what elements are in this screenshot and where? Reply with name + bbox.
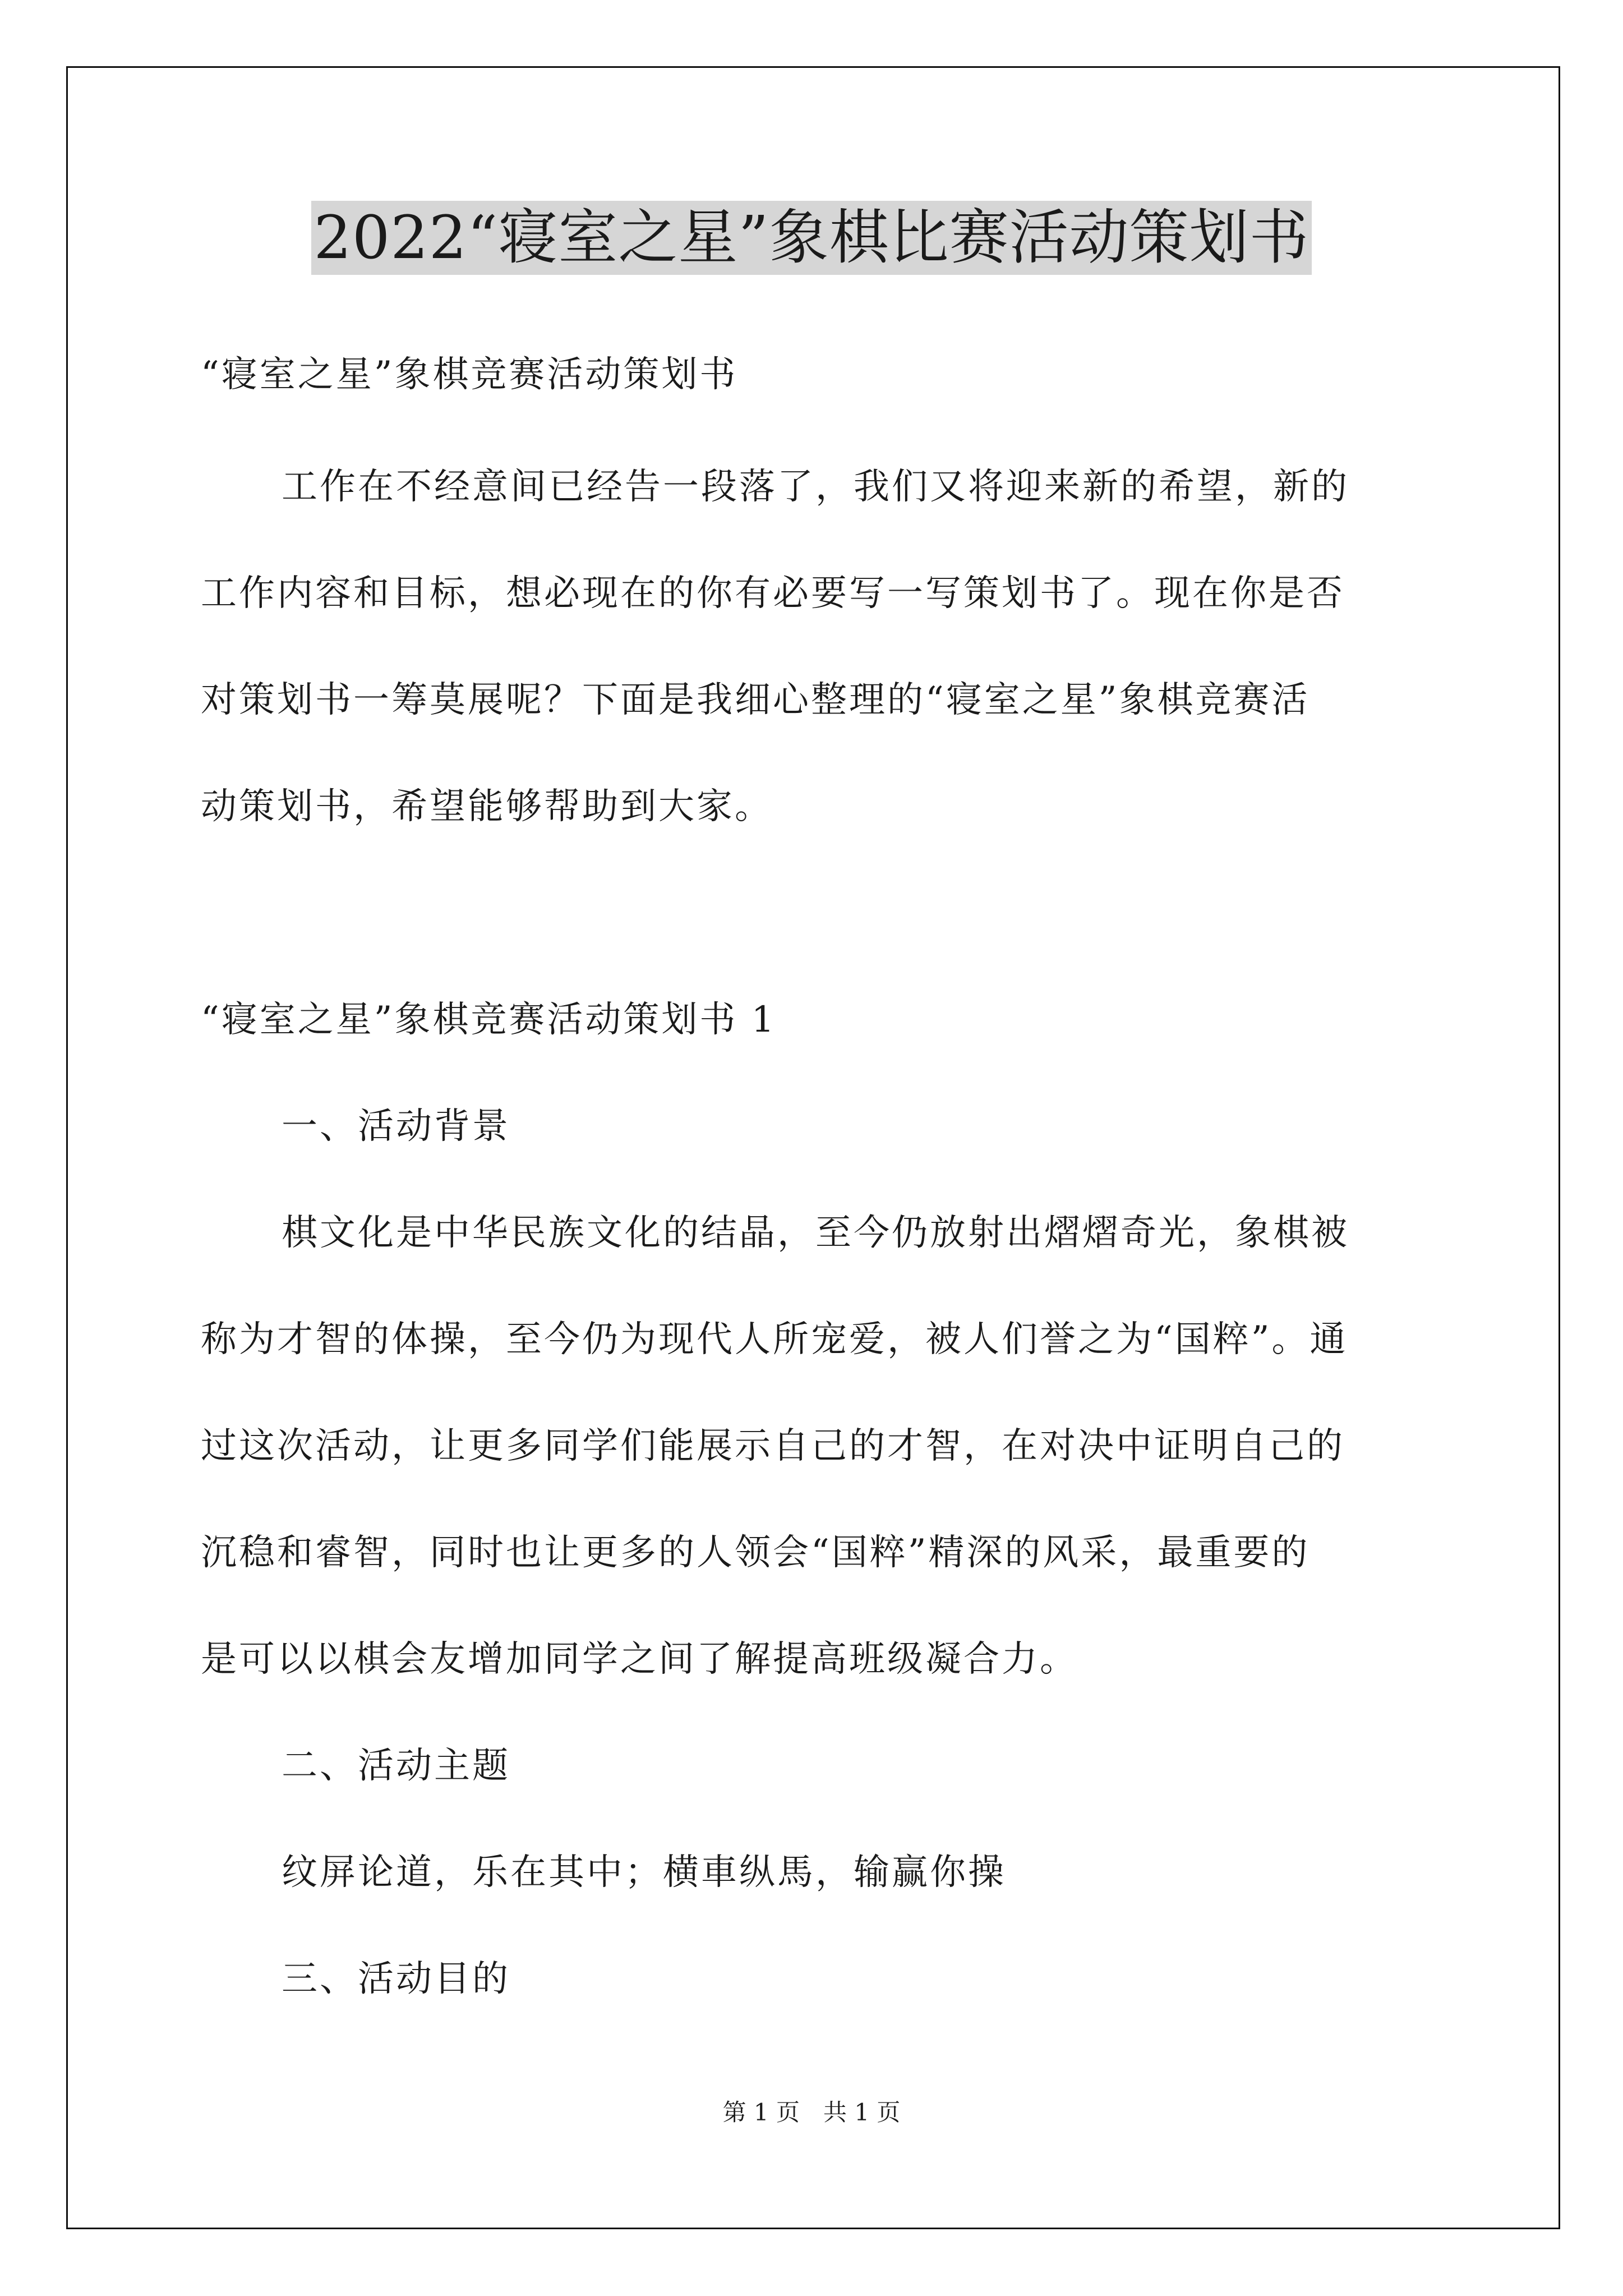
title-container (0, 201, 1623, 275)
heading-purpose: 三、活动目的 (282, 1958, 510, 2000)
background-line-1: 棋文化是中华民族文化的结晶，至今仍放射出熠熠奇光，象棋被 (282, 1212, 1349, 1254)
background-line-4: 沉稳和睿智，同时也让更多的人领会“国粹”精深的风采，最重要的 (201, 1532, 1310, 1573)
page-number: 第 1 页 共 1 页 (722, 2099, 901, 2126)
intro-line-3: 对策划书一筹莫展呢？下面是我细心整理的“寝室之星”象棋竞赛活 (201, 679, 1310, 721)
heading-theme: 二、活动主题 (282, 1745, 510, 1787)
intro-line-2: 工作内容和目标，想必现在的你有必要写一写策划书了。现在你是否 (201, 573, 1345, 614)
intro-line-4: 动策划书，希望能够帮助到大家。 (201, 786, 773, 827)
document-title: 2022“寝室之星”象棋比赛活动策划书 (311, 201, 1311, 275)
intro-line-1: 工作在不经意间已经告一段落了，我们又将迎来新的希望，新的 (282, 466, 1349, 508)
section-title: “寝室之星”象棋竞赛活动策划书 1 (201, 999, 777, 1041)
background-line-5: 是可以以棋会友增加同学之间了解提高班级凝合力。 (201, 1639, 1078, 1680)
theme-line: 纹屏论道，乐在其中；横車纵馬，输赢你操 (282, 1852, 1006, 1893)
document-subtitle: “寝室之星”象棋竞赛活动策划书 (201, 354, 738, 395)
heading-background: 一、活动背景 (282, 1106, 510, 1147)
background-line-2: 称为才智的体操，至今仍为现代人所宠爱，被人们誉之为“国粹”。通 (201, 1319, 1348, 1360)
background-line-3: 过这次活动，让更多同学们能展示自己的才智，在对决中证明自己的 (201, 1425, 1345, 1467)
